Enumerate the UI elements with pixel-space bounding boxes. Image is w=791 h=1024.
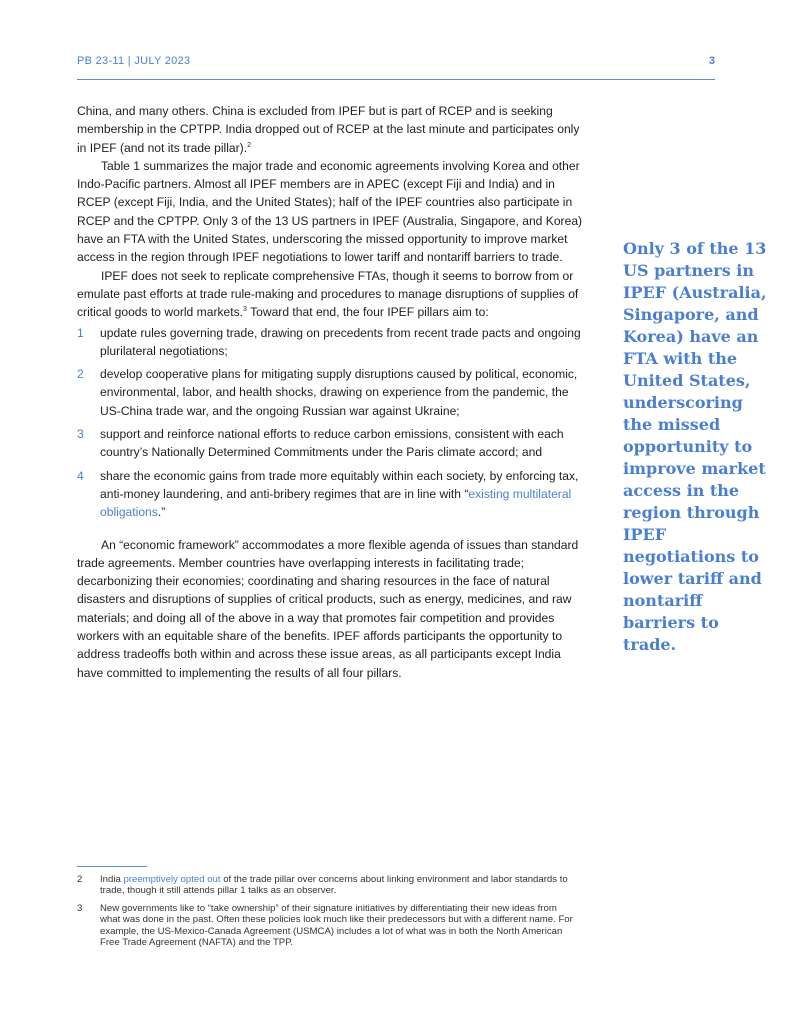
paragraph-4: An “economic framework” accommodates a more flexible agenda of issues than standard trade agreements. Member countries have overlapping interests in facilitating trade; decarbonizing their economies; coordinating and sharing resources in the face of natural disasters and disruptions of supplies of critical products, such as energy, medicines, and raw materials; and doing all of the above in a way that promotes fair competition and provides workers with an equitable share of the benefits. IPEF affords participants the opportunity to address tradeoffs both within and across these issue areas, as all participants except India have committed to implementing the results of all four pillars. xyxy=(77,537,579,680)
main-text xyxy=(77,102,583,682)
footnotes xyxy=(77,874,577,954)
footnote-2: 2 India preemptively opted out of the trade pillar over concerns about linking environment and labor standards to trade, though it still attends pillar 1 talks as an observer. xyxy=(77,874,568,897)
footnote-number: 3 xyxy=(77,902,83,914)
report-series: PB 23-11 | JULY 2023 xyxy=(77,55,191,67)
paragraph-3: IPEF does not seek to replicate comprehensive FTAs, though it seems to borrow from or emulate past efforts at trade rule-making and procedures to manage disruptions of supplies of critical goods to world markets.$^3$ Toward that end, the four IPEF pillars aim to: xyxy=(77,268,579,320)
footnote-ref-3[interactable]: 3 xyxy=(243,306,247,314)
pull-quote: Only 3 of the 13 US partners in IPEF (Australia, Singapore, and Korea) have an FTA with the United States, underscoring the missed opportunity to improve market access in the region through IPEF negotiations to lower tariff and nontariff barriers to trade. xyxy=(623,239,767,654)
existing-obligations-link[interactable]: existing multilateral obligations xyxy=(100,486,572,520)
list-item: 2 develop cooperative plans for mitigating supply disruptions caused by political, economic, environmental, labor, and health shocks, drawing on experience from the pandemic, the US-China trade war, and the ongoing Russian war against Ukraine; xyxy=(77,367,578,418)
list-number: 4 xyxy=(77,468,84,483)
opted-out-link[interactable]: preemptively opted out xyxy=(123,874,221,885)
list-number: 1 xyxy=(77,325,84,340)
page-number: 3 xyxy=(708,55,715,67)
list-item: 3 support and reinforce national efforts to reduce carbon emissions, consistent with each country’s Nationally Determined Commitments under the Paris climate accord; and xyxy=(77,427,564,460)
list-item: 4 share the economic gains from trade more equitably within each society, by enforcing tax, anti-money laundering, and anti-bribery regimes that are in line with “existing multilateral obligations.” xyxy=(77,468,579,520)
footnote-3: 3 New governments like to “take ownership” of their signature initiatives by differentiating their new ideas from what was done in the past. Often these policies look much like their predecessors but with a different name. For example, the US-Mexico-Canada Agreement (USMCA) includes a lot of what was in both the North American Free Trade Agreement (NAFTA) and the TPP. xyxy=(77,902,573,949)
paragraph-2: Table 1 summarizes the major trade and economic agreements involving Korea and other Indo-Pacific partners. Almost all IPEF members are in APEC (except Fiji and India) and in RCEP (except Fiji, India, and the United States); half of the IPEF countries also participate in RCEP and the CPTPP. Only 3 of the 13 US partners in IPEF (Australia, Singapore, and Korea) have an FTA with the United States, underscoring the missed opportunity to improve market access in the region through IPEF negotiations to lower tariff and nontariff barriers to trade. xyxy=(77,158,583,265)
paragraph-1: China, and many others. China is excluded from IPEF but is part of RCEP and is seeking membership in the CPTPP. India dropped out of RCEP at the last minute and participates only in IPEF (and not its trade pillar).$^2$ xyxy=(77,104,580,155)
page-header xyxy=(77,55,715,80)
list-item: 1 update rules governing trade, drawing on precedents from recent trade pacts and ongoing plurilateral negotiations; xyxy=(77,325,581,358)
footnote-ref-2[interactable]: 2 xyxy=(247,141,251,149)
footnote-number: 2 xyxy=(77,874,83,885)
list-number: 3 xyxy=(77,427,84,442)
list-number: 2 xyxy=(77,367,84,382)
footnote-divider xyxy=(77,866,147,867)
pillars-list xyxy=(77,324,583,522)
